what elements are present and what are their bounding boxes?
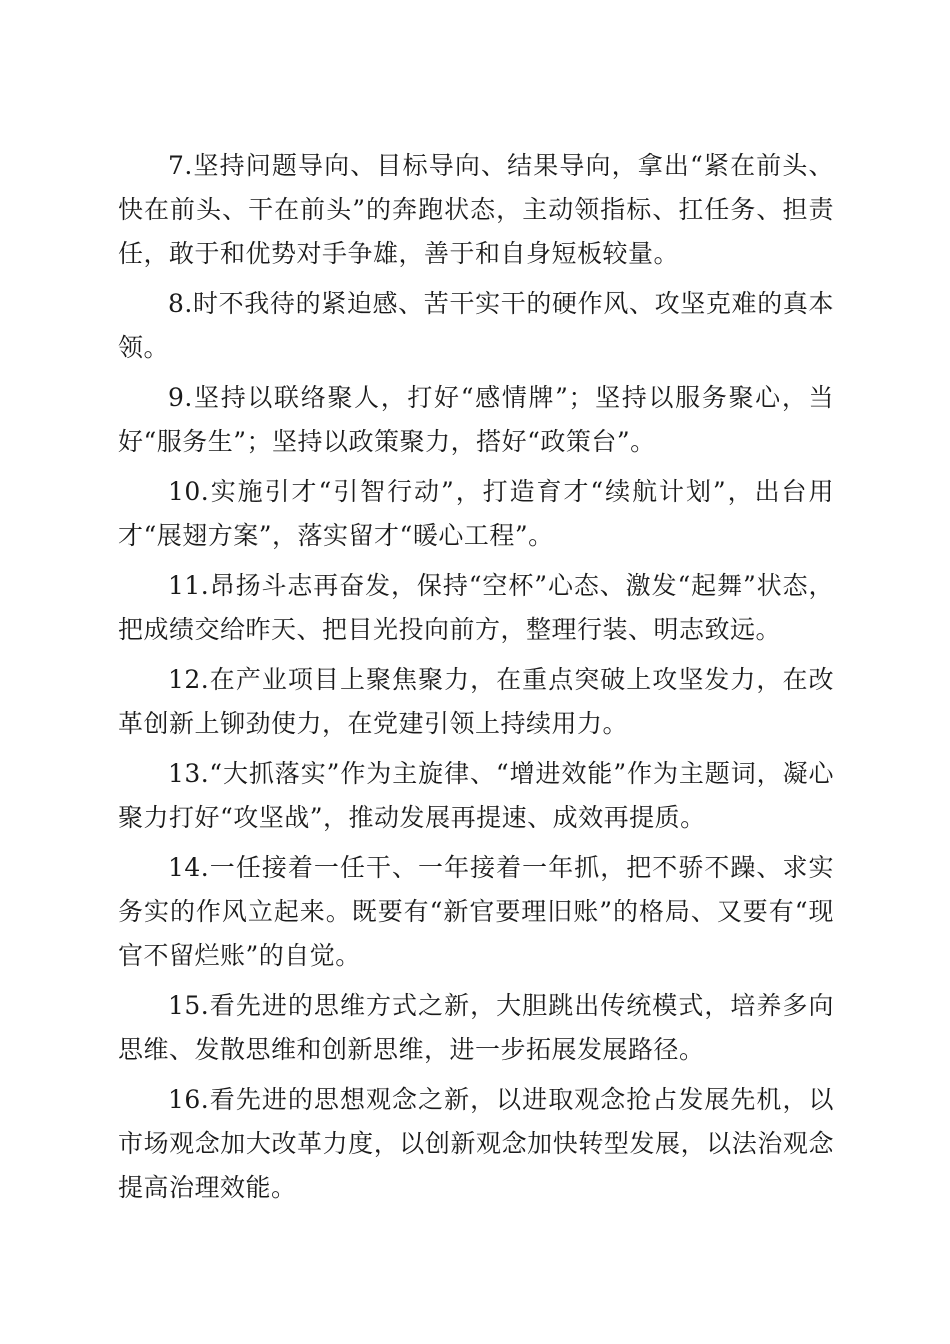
paragraph-11: 11.昂扬斗志再奋发，保持“空杯”心态、激发“起舞”状态，把成绩交给昨天、把目光投向前方，整理行装、明志致远。 bbox=[118, 571, 834, 644]
paragraph-8: 8.时不我待的紧迫感、苦干实干的硬作风、攻坚克难的真本领。 bbox=[118, 289, 834, 362]
paragraph-16: 16.看先进的思想观念之新，以进取观念抢占发展先机，以市场观念加大改革力度，以创新观念加快转型发展，以法治观念提高治理效能。 bbox=[118, 1085, 834, 1202]
paragraph-13: 13.“大抓落实”作为主旋律、“增进效能”作为主题词，凝心聚力打好“攻坚战”，推动发展再提速、成效再提质。 bbox=[118, 759, 834, 832]
paragraph-9: 9.坚持以联络聚人，打好“感情牌”；坚持以服务聚心，当好“服务生”；坚持以政策聚力，搭好“政策台”。 bbox=[118, 383, 834, 456]
paragraph-10: 10.实施引才“引智行动”，打造育才“续航计划”，出台用才“展翅方案”，落实留才“暖心工程”。 bbox=[118, 477, 834, 550]
paragraph-15: 15.看先进的思维方式之新，大胆跳出传统模式，培养多向思维、发散思维和创新思维，进一步拓展发展路径。 bbox=[118, 991, 834, 1064]
document-body bbox=[118, 144, 834, 1216]
paragraph-12: 12.在产业项目上聚焦聚力，在重点突破上攻坚发力，在改革创新上铆劲使力，在党建引领上持续用力。 bbox=[118, 665, 834, 738]
paragraph-14: 14.一任接着一任干、一年接着一年抓，把不骄不躁、求实务实的作风立起来。既要有“新官要理旧账”的格局、又要有“现官不留烂账”的自觉。 bbox=[118, 853, 834, 970]
paragraph-7: 7.坚持问题导向、目标导向、结果导向，拿出“紧在前头、快在前头、干在前头”的奔跑状态，主动领指标、扛任务、担责任，敢于和优势对手争雄，善于和自身短板较量。 bbox=[118, 151, 834, 268]
